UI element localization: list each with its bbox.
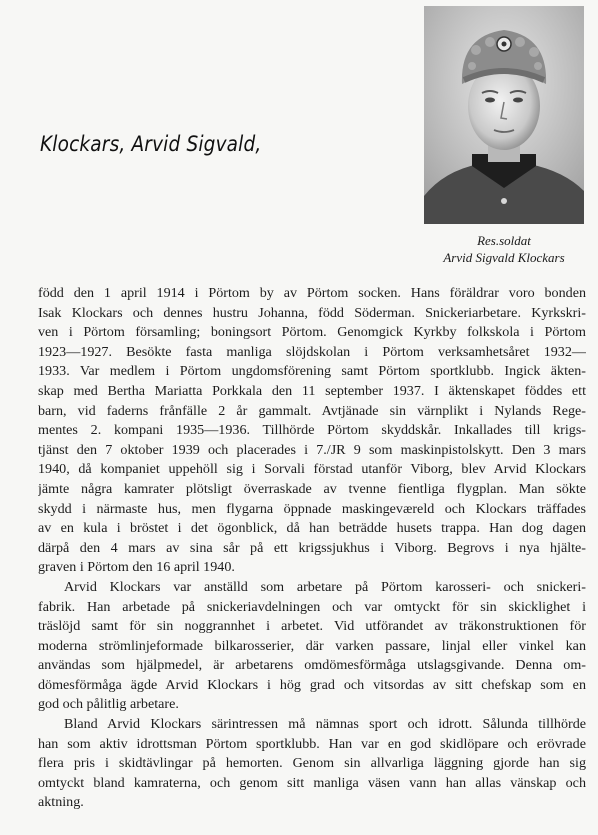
text-line: född den 1 april 1914 i Pörtom by av Pörtom socken. Hans föräldrar voro bonden (38, 285, 586, 301)
text-line: Isak Klockars och dennes hustru Johanna, född Söderman. Snickeriarbetare. Kyrkskri- (38, 304, 586, 321)
portrait-caption (418, 232, 590, 266)
text-line: Bland Arvid Klockars särintressen må nämnas sport och idrott. Sålunda tillhörde (64, 716, 586, 733)
text-line: dömesförmåga ägde Arvid Klockars i hög grad och vitsordas av sitt chefskap som en (38, 676, 586, 693)
text-line: 1923—1927. Besökte fasta manliga slöjdskolan i Pörtom verksamhetsåret 1932— (38, 343, 586, 360)
text-line: skap med Bertha Mariatta Porkkala den 11 september 1937. I äktenskapet föddes ett (38, 382, 586, 399)
text-line: graven i Pörtom den 16 april 1940. (38, 559, 235, 576)
text-line: skydd i närmaste hus, men flygarna öppnade maskingeværeld och Klockars träffades (38, 500, 586, 517)
text-line: av en kula i bröstet i det ögonblick, då han beträdde husets trappa. Han dog dagen (38, 520, 586, 537)
person-name-heading: Klockars, Arvid Sigvald, (40, 132, 262, 156)
text-line: flera pris i skidtävlingar på hemorten. Genom sin allvarliga läggning gjorde han sig (38, 755, 586, 772)
caption-full-name: Arvid Sigvald Klockars (443, 250, 565, 265)
text-line: god och pålitlig arbetare. (38, 696, 179, 713)
soldier-portrait-photo (424, 6, 584, 224)
text-line: 1940, då kompaniet uppehöll sig i Sorvali förstad utanför Viborg, blev Arvid Klockars (38, 461, 586, 478)
text-line: mentes 2. kompani 1935—1936. Tillhörde Pörtom skyddskår. Inkallades till krigs- (38, 422, 586, 439)
text-line: tjänst den 7 oktober 1939 och placerades i 7./JR 9 som maskinpistolskytt. Den 3 mars (38, 441, 586, 458)
text-line: han som aktiv idrottsman Pörtom sportklubb. Han var en god skidlöpare och erövrade (38, 735, 586, 752)
caption-rank: Res.soldat (477, 233, 531, 248)
text-line: moderna strömlinjeformade bilkarosserier, där varken passare, linjal eller vinkel kan (38, 637, 586, 654)
text-line: aktning. (38, 794, 84, 811)
text-line: ven i Pörtom församling; boningsort Pörtom. Genomgick Kyrkby folkskola i Pörtom (38, 324, 586, 341)
text-line: jämte några kamrater plötsligt överraskade av tvenne fientliga flygplan. Man sökte (38, 480, 586, 497)
text-line: barn, vid faderns frånfälle 2 år gammalt. Avtjänade sin värnplikt i Nylands Rege- (38, 402, 586, 419)
biography-text (38, 284, 586, 813)
text-line: träslöjd samt för sin noggrannhet i arbetet. Vid utförandet av träkonstruktionen för (38, 618, 586, 635)
text-line: fabrik. Han arbetade på snickeriavdelningen och var omtyckt för sin skicklighet i (38, 598, 586, 615)
text-line: Arvid Klockars var anställd som arbetare på Pörtom karosseri- och snickeri- (64, 578, 586, 595)
text-line: därpå den 4 mars av sina sår på ett krigssjukhus i Viborg. Begrovs i nya hjälte- (38, 539, 586, 556)
text-line: användas som hjälpmedel, är arbetarens omdömesförmåga utslagsgivande. Denna om- (38, 657, 586, 674)
text-line: omtyckt bland kamraterna, och genom sitt manliga väsen vann han allas vänskap och (38, 774, 586, 791)
text-line: 1933. Var medlem i Pörtom ungdomsförening samt Pörtom sportklubb. Ingick äkten- (38, 363, 586, 380)
